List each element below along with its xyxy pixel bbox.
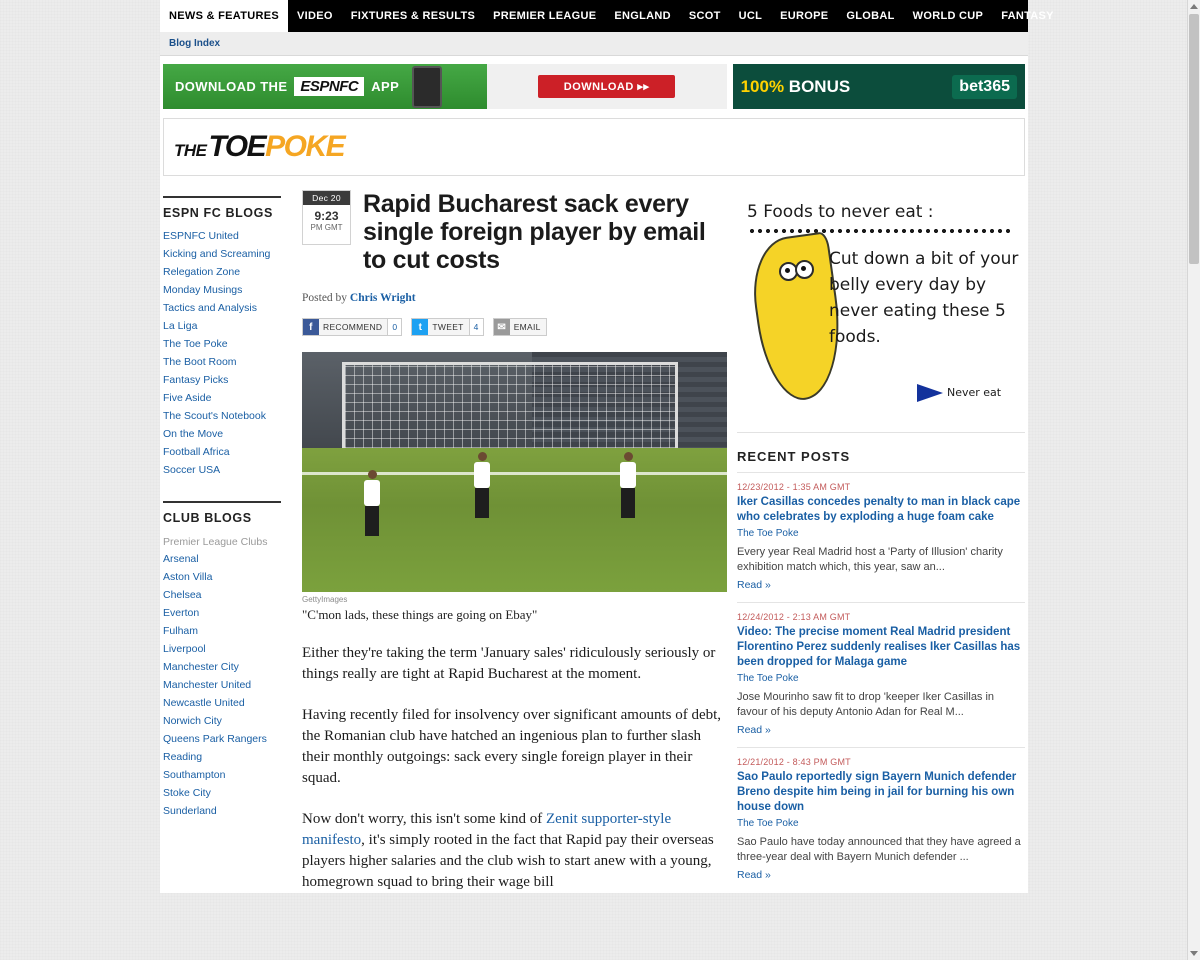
article-time: 9:23	[314, 209, 339, 223]
banana-diet-ad[interactable]	[737, 188, 1025, 433]
nav-item-england[interactable]	[605, 0, 680, 32]
sidebar-item-five-aside[interactable]: Five Aside	[163, 392, 212, 404]
post-read-more-link[interactable]: Read »	[737, 579, 771, 591]
espn-ad-right	[487, 64, 727, 109]
tweet-count: 4	[469, 319, 483, 335]
espn-ad-app-text: APP	[371, 79, 400, 94]
sidebar-item-arsenal[interactable]: Arsenal	[163, 553, 199, 565]
sidebar-item-fantasy-picks[interactable]: Fantasy Picks	[163, 374, 229, 386]
site-masthead	[163, 118, 1025, 176]
espn-ad-download-button[interactable]: DOWNLOAD ▸▸	[538, 75, 676, 98]
paragraph-text-after-link: , it's simply rooted in the fact that Rapid pay their overseas players higher salaries and the club wish to start anew with a young, homegrown squad to bring their wage bill	[302, 832, 714, 890]
zenit-manifesto-link[interactable]: Zenit supporter-style manifesto	[302, 811, 672, 848]
nav-item-scot[interactable]	[680, 0, 730, 32]
recommend-count: 0	[387, 319, 401, 335]
article-photo	[302, 352, 727, 592]
sidebar-item-liverpool[interactable]: Liverpool	[163, 643, 206, 655]
sidebar-item-southampton[interactable]: Southampton	[163, 769, 226, 781]
nav-label: NEWS & FEATURES	[169, 10, 280, 22]
logo-poke: POKE	[265, 130, 345, 163]
article-date-box	[302, 190, 351, 245]
sidebar-clubs-subtitle: Premier League Clubs	[163, 536, 268, 548]
post-blog-name[interactable]: The Toe Poke	[737, 673, 799, 684]
post-excerpt: Jose Mourinho saw fit to drop 'keeper Iker Casillas in favour of his deputy Antonio Adan for Real M...	[737, 691, 995, 718]
sidebar-item-espnfc-united[interactable]: ESPNFC United	[163, 230, 239, 242]
sidebar-item-the-boot-room[interactable]: The Boot Room	[163, 356, 237, 368]
toe-poke-logo[interactable]	[174, 130, 344, 164]
list-item	[737, 472, 1025, 602]
photo-player	[620, 452, 636, 518]
right-rail	[737, 182, 1025, 893]
arrow-icon	[917, 384, 943, 402]
nav-item-ucl[interactable]	[730, 0, 772, 32]
logo-toe: TOE	[208, 130, 266, 163]
post-read-more-link[interactable]: Read »	[737, 724, 771, 736]
nav-label: UCL	[738, 10, 763, 22]
article-column	[281, 182, 737, 893]
photo-caption: "C'mon lads, these things are going on Ebay"	[302, 607, 538, 622]
nav-item-video[interactable]	[288, 0, 342, 32]
banana-ad-line1: 5 Foods to never eat :	[747, 202, 934, 222]
nav-label: VIDEO	[297, 10, 333, 22]
recommend-label: RECOMMEND	[323, 322, 383, 332]
post-timestamp: 12/24/2012 - 2:13 AM GMT	[737, 612, 851, 622]
bet365-ad[interactable]	[733, 64, 1025, 109]
article-date: Dec 20	[303, 191, 350, 205]
nav-item-news-features[interactable]	[160, 0, 288, 32]
sidebar-item-stoke-city[interactable]: Stoke City	[163, 787, 211, 799]
sidebar-item-soccer-usa[interactable]: Soccer USA	[163, 464, 221, 476]
sidebar-item-sunderland[interactable]: Sunderland	[163, 805, 217, 817]
photo-player	[474, 452, 490, 518]
article-byline	[302, 292, 727, 304]
sidebar-item-chelsea[interactable]: Chelsea	[163, 589, 202, 601]
nav-item-premier-league[interactable]	[484, 0, 605, 32]
bet365-bonus-text	[741, 77, 851, 97]
post-title[interactable]: Iker Casillas concedes penalty to man in black cape who celebrates by exploding a huge foam cake	[737, 496, 1021, 523]
scroll-up-arrow-icon[interactable]	[1188, 0, 1200, 13]
facebook-icon: f	[303, 319, 319, 335]
twitter-tweet-button[interactable]	[411, 318, 483, 336]
nav-label: FIXTURES & RESULTS	[350, 10, 476, 22]
espn-ad-brand: ESPNFC	[294, 77, 364, 96]
article-body	[302, 643, 727, 893]
sidebar-item-everton[interactable]: Everton	[163, 607, 200, 619]
sidebar-blogs-title: ESPN FC BLOGS	[163, 196, 281, 220]
sidebar-item-relegation-zone[interactable]: Relegation Zone	[163, 266, 241, 278]
sidebar-item-the-toe-poke[interactable]: The Toe Poke	[163, 338, 228, 350]
sidebar-item-aston-villa[interactable]: Aston Villa	[163, 571, 213, 583]
secondary-navigation	[160, 32, 1028, 56]
sidebar-item-the-scouts-notebook[interactable]: The Scout's Notebook	[163, 410, 266, 422]
vertical-scrollbar[interactable]	[1187, 0, 1200, 960]
post-blog-name[interactable]: The Toe Poke	[737, 528, 799, 539]
content-columns	[160, 176, 1028, 893]
ad-band	[160, 56, 1028, 115]
sidebar-item-manchester-united[interactable]: Manchester United	[163, 679, 252, 691]
banana-ad-dotted-divider	[749, 228, 1011, 234]
sidebar-item-reading[interactable]: Reading	[163, 751, 203, 763]
nav-label: PREMIER LEAGUE	[493, 10, 597, 22]
blog-index-link[interactable]: Blog Index	[169, 38, 221, 49]
bet365-brand: bet365	[952, 75, 1017, 99]
article-header	[302, 190, 727, 274]
sidebar-item-queens-park-rangers[interactable]: Queens Park Rangers	[163, 733, 267, 745]
banana-ad-line2: Cut down a bit of your belly every day by never eating these 5 foods.	[829, 249, 1019, 347]
scrollbar-thumb[interactable]	[1189, 14, 1199, 264]
social-share-bar	[302, 318, 727, 336]
nav-item-global[interactable]	[837, 0, 903, 32]
byline-author[interactable]: Chris Wright	[349, 292, 416, 304]
envelope-icon: ✉	[494, 319, 510, 335]
sidebar-item-kicking-and-screaming[interactable]: Kicking and Screaming	[163, 248, 271, 260]
post-title[interactable]: Video: The precise moment Real Madrid president Florentino Perez suddenly realises Iker Casillas has been dropped for Malaga game	[737, 626, 1021, 668]
photo-credit: GettyImages	[302, 595, 348, 604]
article-time-meridiem: PM GMT	[310, 223, 343, 232]
tweet-label: TWEET	[432, 322, 464, 332]
sidebar-item-tactics-and-analysis[interactable]: Tactics and Analysis	[163, 302, 257, 314]
nav-label: EUROPE	[780, 10, 829, 22]
post-read-more-link[interactable]: Read »	[737, 869, 771, 881]
banana-ad-cta[interactable]: Never eat	[947, 386, 1002, 399]
page-title: Rapid Bucharest sack every single foreign player by email to cut costs	[363, 190, 706, 274]
phone-icon	[412, 66, 442, 108]
nav-item-fixtures-results[interactable]	[342, 0, 484, 32]
sidebar-item-manchester-city[interactable]: Manchester City	[163, 661, 239, 673]
post-timestamp: 12/21/2012 - 8:43 PM GMT	[737, 757, 851, 767]
logo-the: THE	[174, 141, 207, 160]
list-item	[737, 602, 1025, 747]
banana-eye-icon	[795, 260, 814, 279]
paragraph-text-before-link: Now don't worry, this isn't some kind of	[302, 811, 547, 827]
email-label: EMAIL	[513, 322, 541, 332]
sidebar-clubs-title: CLUB BLOGS	[163, 501, 281, 525]
site-container	[160, 0, 1054, 893]
email-share-button[interactable]	[493, 318, 547, 336]
sidebar-item-monday-musings[interactable]: Monday Musings	[163, 284, 243, 296]
facebook-recommend-button[interactable]	[302, 318, 402, 336]
primary-navigation[interactable]	[160, 0, 1054, 32]
post-blog-name[interactable]: The Toe Poke	[737, 818, 799, 829]
twitter-icon: t	[412, 319, 428, 335]
post-excerpt: Sao Paulo have today announced that they have agreed a three-year deal with Bayern Munich defender ...	[737, 836, 1021, 863]
sidebar-item-newcastle-united[interactable]: Newcastle United	[163, 697, 245, 709]
recent-posts-title: RECENT POSTS	[737, 449, 851, 464]
sidebar-item-la-liga[interactable]: La Liga	[163, 320, 198, 332]
post-timestamp: 12/23/2012 - 1:35 AM GMT	[737, 482, 851, 492]
post-excerpt: Every year Real Madrid host a 'Party of Illusion' charity exhibition match which, this year, saw an...	[737, 546, 1003, 573]
nav-label: SCOT	[688, 10, 721, 22]
nav-label: WORLD CUP	[912, 10, 984, 22]
article-paragraph-with-link	[302, 809, 727, 893]
bet365-bonus-label: BONUS	[784, 76, 851, 96]
sidebar-item-norwich-city[interactable]: Norwich City	[163, 715, 222, 727]
byline-prefix: Posted by	[302, 292, 350, 304]
nav-item-fantasy[interactable]	[992, 0, 1063, 32]
article-paragraph: Having recently filed for insolvency over significant amounts of debt, the Romanian club have hatched an ingenious plan to further slash their monthly outgoings: sack every single foreign player in their squad.	[302, 707, 722, 786]
espn-app-ad[interactable]	[163, 64, 727, 109]
nav-label: ENGLAND	[614, 10, 671, 22]
sidebar-item-on-the-move[interactable]: On the Move	[163, 428, 224, 440]
sidebar-item-fulham[interactable]: Fulham	[163, 625, 199, 637]
nav-label: GLOBAL	[846, 10, 895, 22]
nav-item-europe[interactable]	[771, 0, 837, 32]
post-title[interactable]: Sao Paulo reportedly sign Bayern Munich defender Breno despite him being in jail for burning his own house down	[737, 771, 1017, 813]
sidebar-item-football-africa[interactable]: Football Africa	[163, 446, 230, 458]
espn-ad-download-text: DOWNLOAD THE	[175, 79, 288, 94]
nav-item-world-cup[interactable]	[904, 0, 993, 32]
article-paragraph: Either they're taking the term 'January sales' ridiculously seriously or things really are tight at Rapid Bucharest at the moment.	[302, 645, 716, 682]
bet365-percent: 100%	[740, 76, 785, 96]
photo-player	[364, 470, 380, 536]
nav-label: FANTASY	[1001, 10, 1054, 22]
list-item	[737, 747, 1025, 892]
sidebar	[163, 182, 281, 893]
espn-ad-left	[163, 64, 487, 109]
scroll-down-arrow-icon[interactable]	[1188, 947, 1200, 960]
